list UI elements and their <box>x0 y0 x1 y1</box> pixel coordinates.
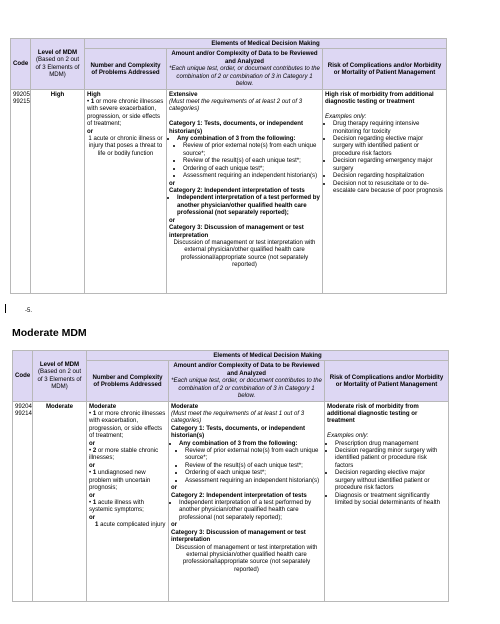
page-fragment-text: -5. <box>25 308 33 314</box>
code-cell: 99205 99215 <box>11 89 31 293</box>
high-mdm-table <box>10 38 447 294</box>
level-cell: Moderate <box>33 401 87 601</box>
data-cell: Moderate (Must meet the requirements of at least 1 out of 3 categories) Category 1: Tests, documents, or independent historian(s) • Any combination of 3 from the following: • Review of prior external note(s) from each unique source*; • Review of the result(s) of each unique test*; • Ordering of each unique test*; • Assessment requiring an independent historian(s) or Category 2: Independent interpretation of tests • Independent interpretation of a test performed by another physician/other qualified health care professional (not separately reported); or Category 3: Discussion of management or test interpretation Discussion of management or test interpretation with external physician/other qualified health care professional\appropriate source (not separately reported) <box>169 401 325 601</box>
risk-header: Risk of Complications and/or Morbidity or Mortality of Patient Management <box>323 49 447 89</box>
data-header: Amount and/or Complexity of Data to be Reviewed and Analyzed *Each unique test, order, or document contributes to the combination of 2 or combination of 3 in Category 1 below. <box>169 361 325 401</box>
moderate-mdm-table <box>12 350 449 602</box>
elements-header: Elements of Medical Decision Making <box>87 351 449 361</box>
elements-header: Elements of Medical Decision Making <box>85 39 447 49</box>
risk-cell: High risk of morbidity from additional diagnostic testing or treatment Examples only: • Drug therapy requiring intensive monitoring for toxicity • Decision regarding elective major surgery with identified patient or procedure risk factors • Decision regarding emergency major surgery • Decision regarding hospitalization • Decision not to resuscitate or to de-escalate care because of poor prognosis <box>323 89 447 293</box>
level-header: Level of MDM (Based on 2 out of 3 Elements of MDM) <box>31 39 85 90</box>
risk-header: Risk of Complications and/or Morbidity or Mortality of Patient Management <box>325 361 449 401</box>
code-header: Code <box>13 351 33 402</box>
level-cell: High <box>31 89 85 293</box>
code-header: Code <box>11 39 31 90</box>
problems-cell: Moderate • 1 or more chronic illnesses with exacerbation, progression, or side effects of treatment; or • 2 or more stable chronic illnesses; or • 1 undiagnosed new problem with uncertain prognosis; or • 1 acute illness with systemic symptoms; or 1 acute complicated injury <box>87 401 169 601</box>
code-cell: 99204 99214 <box>13 401 33 601</box>
problems-header: Number and Complexity of Problems Addressed <box>87 361 169 401</box>
problems-header: Number and Complexity of Problems Addressed <box>85 49 167 89</box>
data-cell: Extensive (Must meet the requirements of at least 2 out of 3 categories) Category 1: Tests, documents, or independent historian(s) • Any combination of 3 from the following: • Review of prior external note(s) from each unique source*; • Review of the result(s) of each unique test*; • Ordering of each unique test*; • Assessment requiring an independent historian(s) or Category 2: Independent interpretation of tests • Independent interpretation of a test performed by another physician/other qualified health care professional (not separately reported); or Category 3: Discussion of management or test interpretation Discussion of management or test interpretation with external physician/other qualified health care professional/appropriate source (not separately reported) <box>167 89 323 293</box>
text-cursor <box>5 304 6 313</box>
section-title: Moderate MDM <box>12 327 87 339</box>
problems-cell: High • 1 or more chronic illnesses with severe exacerbation, progression, or side effects of treatment; or 1 acute or chronic illness or injury that poses a threat to life or bodily function <box>85 89 167 293</box>
risk-cell: Moderate risk of morbidity from additional diagnostic testing or treatment Examples only: • Prescription drug management • Decision regarding minor surgery with identified patient or procedure risk factors • Decision regarding elective major surgery without identified patient or procedure risk factors • Diagnosis or treatment significantly limited by social determinants of health <box>325 401 449 601</box>
data-header: Amount and/or Complexity of Data to be Reviewed and Analyzed *Each unique test, order, or document contributes to the combination of 2 or combination of 3 in Category 1 below. <box>167 49 323 89</box>
level-header: Level of MDM (Based on 2 out of 3 Elements of MDM) <box>33 351 87 402</box>
